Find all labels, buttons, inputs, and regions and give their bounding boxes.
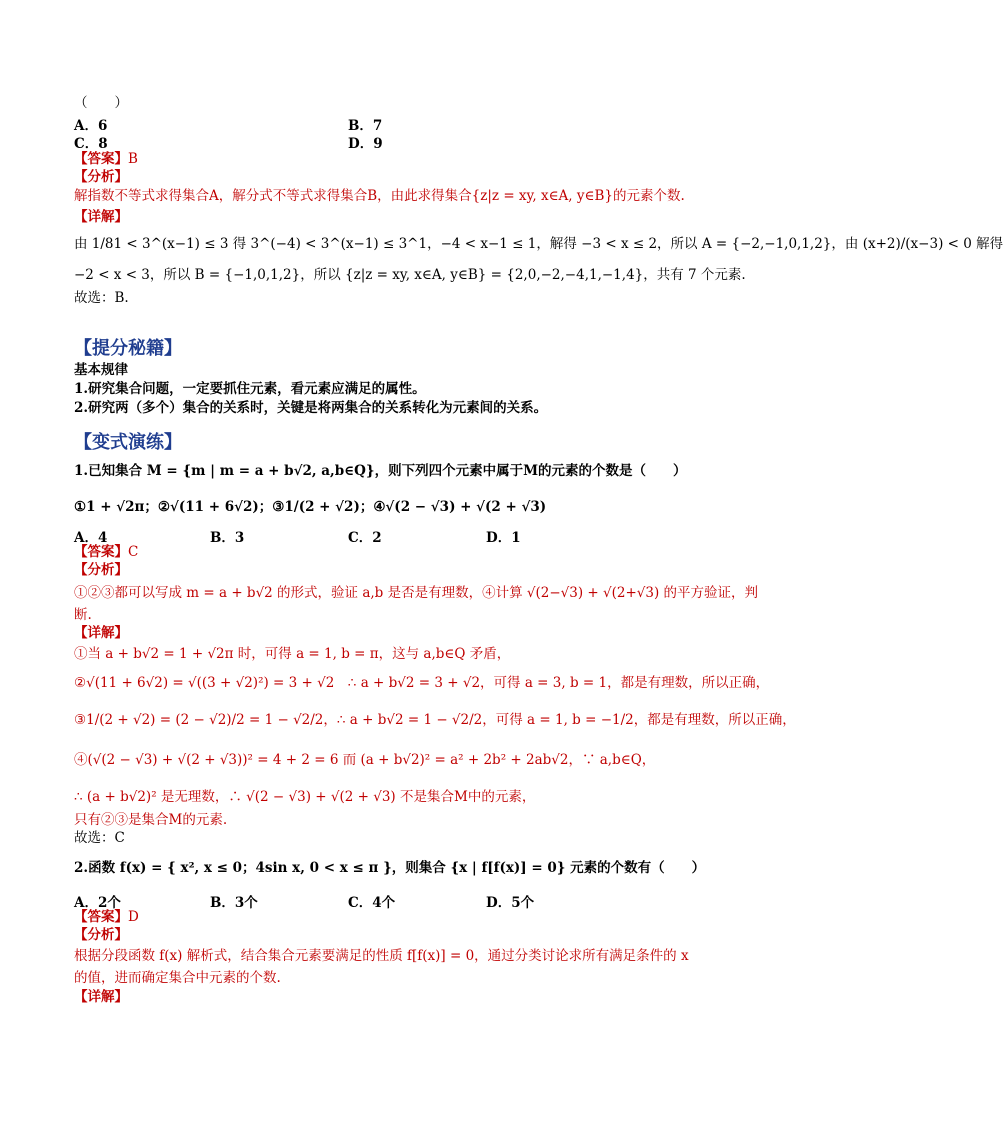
- q1-option-d: D．1: [486, 530, 521, 546]
- q2-answer-value: D: [128, 909, 139, 925]
- q2-answer-tag: 【答案】: [74, 909, 128, 925]
- q2-analysis-line-1: 根据分段函数 f(x) 解析式，结合集合元素要满足的性质 f[f(x)] = 0，通过分类讨论求所有满足条件的 x: [74, 948, 689, 964]
- q2-stem: 2.函数 f(x) = { x², x ≤ 0；4sin x, 0 < x ≤ π }，则集合 {x | f[f(x)] = 0} 元素的个数有（ ）: [74, 860, 706, 876]
- q1-detail-5: ∴ (a + b√2)² 是无理数，∴ √(2 − √3) + √(2 + √3) 不是集合M中的元素，: [74, 789, 536, 805]
- q2-option-b: B．3个: [210, 895, 258, 911]
- q1-option-c: C．2: [348, 530, 382, 546]
- option-c: C．8: [74, 136, 108, 152]
- q1-conclusion: 故选：C: [74, 830, 125, 846]
- q1-stem: 1.已知集合 M = {m | m = a + b√2, a,b∈Q}，则下列四个元素中属于M的元素的个数是（ ）: [74, 463, 687, 479]
- answer-tag: 【答案】: [74, 151, 128, 167]
- q1-detail-6: 只有②③是集合M的元素.: [74, 812, 228, 828]
- q2-option-c: C．4个: [348, 895, 396, 911]
- q1-items: ①1 + √2π；②√(11 + 6√2)；③1/(2 + √2)；④√(2 − √3) + √(2 + √3): [74, 499, 547, 515]
- answer-value: B: [128, 151, 138, 167]
- q1-option-a: A．4: [74, 530, 108, 546]
- q1-analysis-line-2: 断.: [74, 607, 92, 623]
- q1-detail-4: ④(√(2 − √3) + √(2 + √3))² = 4 + 2 = 6 而 (a + b√2)² = a² + 2b² + 2ab√2，∵ a,b∈Q，: [74, 752, 656, 768]
- option-a: A．6: [74, 118, 108, 134]
- detail-tag: 【详解】: [74, 209, 128, 225]
- option-d: D．9: [348, 136, 383, 152]
- q1-answer-value: C: [128, 544, 139, 560]
- q1-analysis-line-1: ①②③都可以写成 m = a + b√2 的形式，验证 a,b 是否是有理数，④计算 √(2−√3) + √(2+√3) 的平方验证，判: [74, 585, 759, 601]
- q1-detail-tag: 【详解】: [74, 625, 128, 641]
- blank-paren: （ ）: [74, 95, 128, 111]
- q1-answer-tag: 【答案】: [74, 544, 128, 560]
- detail-line-1: 由 1/81 < 3^(x−1) ≤ 3 得 3^(−4) < 3^(x−1) ≤ 3^1，−4 < x−1 ≤ 1，解得 −3 < x ≤ 2，所以 A = {−2,−1,0,1,2}，由 (x+2)/(x−3) < 0 解得: [74, 236, 1003, 252]
- tips-subtitle: 基本规律: [74, 362, 128, 378]
- q1-option-b: B．3: [210, 530, 245, 546]
- conclusion: 故选：B.: [74, 290, 129, 306]
- q2-option-a: A．2个: [74, 895, 121, 911]
- q1-detail-3: ③1/(2 + √2) = (2 − √2)/2 = 1 − √2/2，∴ a + b√2 = 1 − √2/2，可得 a = 1, b = −1/2，都是有理数，所以正确，: [74, 712, 796, 728]
- q2-detail-tag: 【详解】: [74, 989, 128, 1005]
- q2-analysis-tag: 【分析】: [74, 927, 128, 943]
- q1-analysis-tag: 【分析】: [74, 562, 128, 578]
- q1-answer-row: [74, 543, 734, 561]
- analysis-text: 解指数不等式求得集合A，解分式不等式求得集合B，由此求得集合{z|z = xy, x∈A, y∈B}的元素个数.: [74, 188, 685, 204]
- tips-title: 【提分秘籍】: [74, 338, 182, 359]
- q1-detail-1: ①当 a + b√2 = 1 + √2π 时，可得 a = 1, b = π，这与 a,b∈Q 矛盾，: [74, 646, 511, 662]
- q1-detail-2: ②√(11 + 6√2) = √((3 + √2)²) = 3 + √2 ∴ a + b√2 = 3 + √2，可得 a = 3, b = 1，都是有理数，所以正确，: [74, 675, 770, 691]
- q2-option-d: D．5个: [486, 895, 535, 911]
- option-b: B．7: [348, 118, 383, 134]
- practice-title: 【变式演练】: [74, 432, 182, 453]
- q2-analysis-line-2: 的值，进而确定集合中元素的个数.: [74, 970, 281, 986]
- q2-answer-row: [74, 908, 734, 926]
- tips-rule-2: 2.研究两（多个）集合的关系时，关键是将两集合的关系转化为元素间的关系。: [74, 400, 548, 416]
- analysis-tag: 【分析】: [74, 169, 128, 185]
- answer-row: [74, 150, 734, 168]
- tips-rule-1: 1.研究集合问题，一定要抓住元素，看元素应满足的属性。: [74, 381, 426, 397]
- detail-line-2: −2 < x < 3，所以 B = {−1,0,1,2}，所以 {z|z = xy, x∈A, y∈B} = {2,0,−2,−4,1,−1,4}，共有 7 个元素.: [74, 267, 746, 283]
